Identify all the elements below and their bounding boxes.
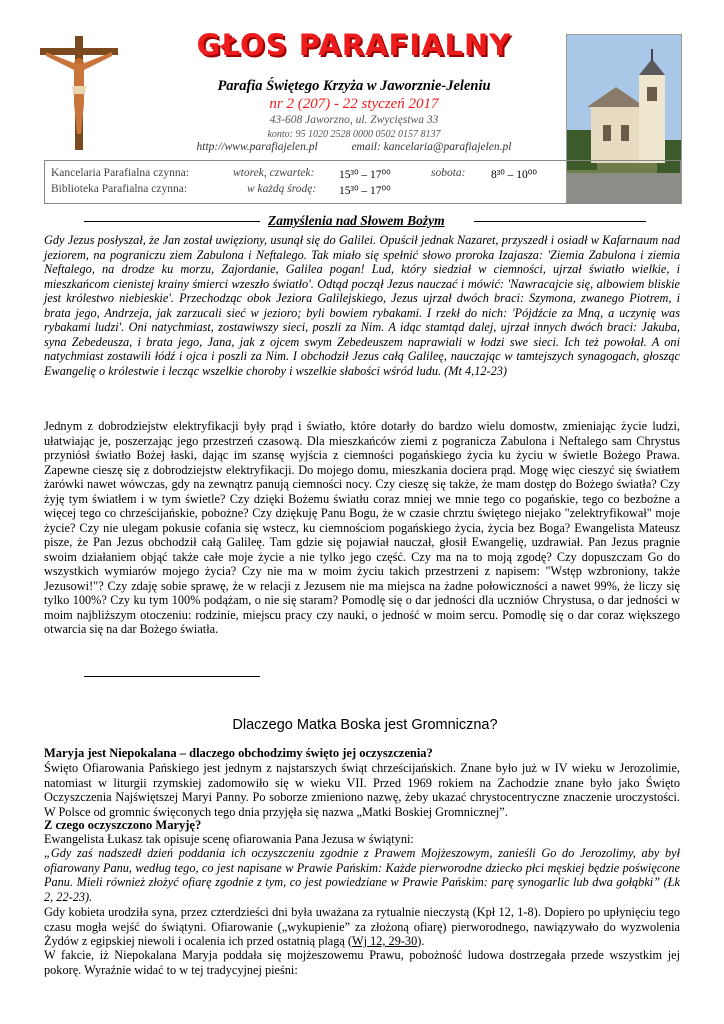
question-heading-2: Z czego oczyszczono Maryję? xyxy=(44,818,202,832)
parish-name: Parafia Świętego Krzyża w Jaworznie-Jeleniu xyxy=(217,78,491,94)
office-label: Kancelaria Parafialna czynna: xyxy=(51,167,189,179)
library-time: 15³⁰ – 17⁰⁰ xyxy=(339,185,391,197)
parish-address: 43-608 Jaworzno, ul. Zwycięstwa 33 xyxy=(269,114,439,126)
newsletter-title: GŁOS PARAFIALNY xyxy=(196,28,512,62)
scripture-reference-link[interactable]: Wj 12, 29-30 xyxy=(352,934,418,948)
divider-left xyxy=(84,221,260,222)
office-hours-box xyxy=(44,160,681,204)
candlemas-intro: Ewangelista Łukasz tak opisuje scenę ofiarowania Pana Jezusa w świątyni: xyxy=(44,832,414,846)
divider-section-end xyxy=(84,676,260,677)
saturday-label: sobota: xyxy=(431,167,466,179)
candlemas-paragraph-1: Święto Ofiarowania Pańskiego jest jednym z najstarszych świąt chrześcijańskich. Znane było już w IV wieku w Jerozolimie, natomiast w liturgii rzymskiej zadomowiło się w wieku VII. Przed 1969 rokiem na Zachodzie znane było jako Święto Oczyszczenia Najświętszej Maryi Panny. Po soborze zmieniono nazwę, żeby ukazać chrystocentryczne znaczenie uroczystości. W Polsce od gromnic święconych tego dnia przyjęła się nazwa „Matki Boskiej Gromnicznej”. xyxy=(44,761,680,819)
question-heading-1: Maryja jest Niepokalana – dlaczego obchodzimy święto jej oczyszczenia? xyxy=(44,746,433,760)
luke-quote: „Gdy zaś nadszedł dzień poddania ich oczyszczeniu zgodnie z Prawem Mojżeszowym, zanieśli Go do Jerozolimy, aby był ofiarowany Panu, według tego, co jest napisane w Prawie Pańskim: Każde pierworodne dziecko płci męskiej będzie poświęcone Panu. Mieli również złożyć ofiarę zgodnie z tym, co jest powiedziane w Prawie Pańskim: parę synogarlic lub dwa gołąbki” (Łk 2, 22-23). xyxy=(44,846,680,904)
crucifix-image xyxy=(38,34,120,152)
divider-right xyxy=(474,221,646,222)
section-title-reflections: Zamyślenia nad Słowem Bożym xyxy=(268,213,445,228)
office-days: wtorek, czwartek: xyxy=(233,167,315,179)
bank-account: konto: 95 1020 2528 0000 0502 0157 8137 xyxy=(267,129,441,140)
section-title-candlemas: Dlaczego Matka Boska jest Gromniczna? xyxy=(232,717,498,733)
paragraph-text: Gdy kobieta urodziła syna, przez czterdzieści dni była uważana za rytualnie nieczystą (Kpł 12, 1-8). Dopiero po upłynięciu tego czasu mogła wejść do świątyni. Ofiarowanie („wykupienie” za złożoną ofiarę) pierworodnego, nawiązywało do wyzwolenia Żydów z egipskiej niewoli i ocalenia ich przed ostatnią plagą ( xyxy=(44,905,680,948)
library-days: w każdą środę: xyxy=(247,183,317,195)
contact-line xyxy=(150,141,558,153)
paragraph-text-end: ). xyxy=(417,934,425,948)
saturday-time: 8³⁰ – 10⁰⁰ xyxy=(491,169,538,181)
email-link[interactable]: email: kancelaria@parafiajelen.pl xyxy=(351,141,512,153)
library-label: Biblioteka Parafialna czynna: xyxy=(51,183,188,195)
candlemas-paragraph-2 xyxy=(44,905,680,949)
gospel-reading: Gdy Jezus posłyszał, że Jan został uwięziony, usunął się do Galilei. Opuścił jednak Nazaret, przyszedł i osiadł w Kafarnaum nad jeziorem, na pograniczu ziem Zabulona i Neftalego. Tak miało się spełnić słowo proroka Izajasza: 'Ziemia Zabulona i ziemia Neftalego, na drodze ku morzu, Zajordanie, Galilea pogan! Lud, który siedział w ciemności, ujrzał światło wielkie, i mieszkańcom cienistej krainy śmierci wzeszło światło'. Odtąd począł Jezus nauczać i mówić: 'Nawracajcie się, albowiem bliskie jest królestwo niebieskie'. Przechodząc obok Jeziora Galilejskiego, Jezus ujrzał dwóch braci: Szymona, zwanego Piotrem, i brata jego, Andrzeja, jak zarzucali sieć w jezioro; byli bowiem rybakami. I rzekł do nich: 'Pójdźcie za Mną, a uczynię was rybakami ludzi'. Oni natychmiast, zostawiwszy sieci, poszli za Nim. A idąc stamtąd dalej, ujrzał innych dwóch braci: Jakuba, syna Zebedeusza, i brata jego, Jana, jak z ojcem swym Zebedeuszem naprawiali w łodzi swe sieci. Ich też powołał. A oni natychmiast zostawili łódź i ojca i poszli za Nim. I obchodził Jezus całą Galileę, nauczając w tamtejszych synagogach, głosząc Ewangelię o królestwie i lecząc wszelkie choroby i wszelkie słabości wśród ludu. (Mt 4,12-23) xyxy=(44,233,680,378)
office-time: 15³⁰ – 17⁰⁰ xyxy=(339,169,391,181)
reflection-text: Jednym z dobrodziejstw elektryfikacji były prąd i światło, które dotarły do bardzo wielu domostw, zmieniając życie ludzi, ułatwiając je, poszerzając jego przestrzeń czasową. Dla mieszkańców ziemi z pogranicza Zabulona i Neftalego sam Chrystus przyniósł światło Bożej łaski, dając im szansę wyjścia z ciemności pogańskiego życia ku życiu w świetle Bożego Prawa. Zapewne cieszę się z dobrodziejstw elektryfikacji. Do mojego domu, mieszkania dociera prąd. Mogę więc cieszyć się światłem żarówki nawet wówczas, gdy na zewnątrz panują ciemności nocy. Czy cieszę się także, że mam dostęp do Bożego światła? Czy żyję tym światłem i w tym świetle? Czy dzięki Bożemu światłu coraz mniej we mnie tego co pogańskie, tego co bezbożne a więcej tego co chrześcijańskie, pobożne? Czy dziękuję Panu Bogu, że w czasie chrztu świętego niejako "zelektryfikował" moje życie? Czy nie ulegam pokusie cofania się wstecz, ku ciemnościom pogańskiego życia, życia bez Boga? Ewangelista Mateusz pisze, że Pan Jezus obchodził całą Galileę. Tam gdzie się pojawiał nauczał, głosił Ewangelię, uzdrawiał. Pan Jezus pragnie swoim działaniem objąć także całe moje życie a nie tylko jego część. Czy ma na to moją zgodę? Czy dopuszczam Go do wszystkich wymiarów mojego życia? Czy nie ma w moim życiu takich przestrzeni z napisem: "Wstęp wzbroniony, także Jezusowi!"? Czy zdaję sobie sprawę, że w relacji z Jezusem nie ma miejsca na żadne połowiczności a nawet 99%, że liczy się tylko 100%? Czy ku tym 100% podążam, o nie się staram? Pomodlę się o dar jedności dla uczniów Chrystusa, o dar jedności w moim najbliższym otoczeniu: rodzinie, miejscu pracy czy nauki, o jedność w moim sercu. Pomodlę się o dar coraz większego otwarcia się na dar Bożego światła. xyxy=(44,419,680,636)
website-link[interactable]: http://www.parafiajelen.pl xyxy=(196,141,318,153)
candlemas-paragraph-3: W fakcie, iż Niepokalana Maryja poddała się mojżeszowemu Prawu, pobożność ludowa dostrzegała przede wszystkim jej pokorę. Wyraźnie widać to w tej tradycyjnej pieśni: xyxy=(44,948,680,977)
issue-number: nr 2 (207) - 22 styczeń 2017 xyxy=(269,96,439,112)
